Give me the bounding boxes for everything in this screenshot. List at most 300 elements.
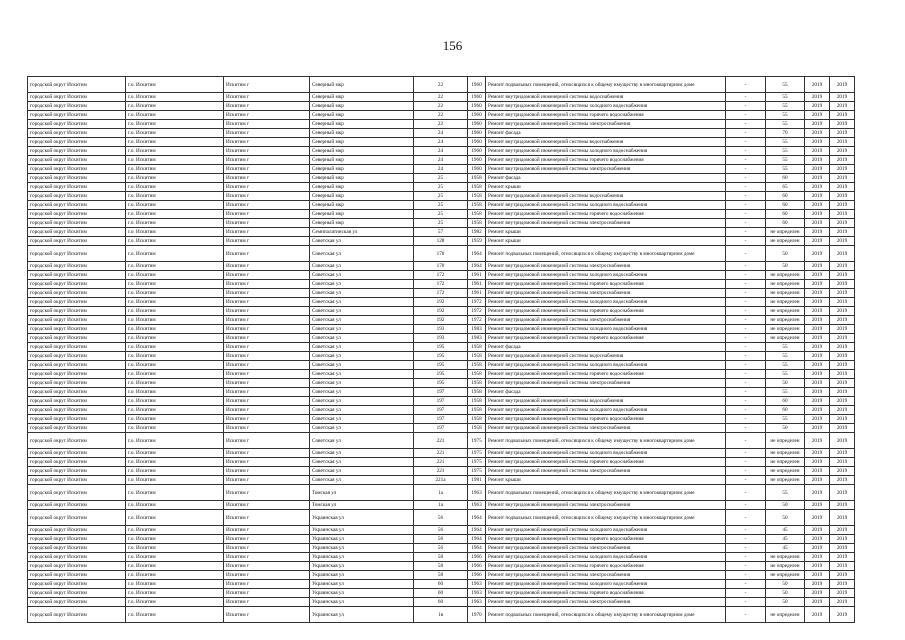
cell-area: -: [726, 458, 766, 467]
cell-year-built: 1958: [468, 352, 486, 361]
cell-house-number: 197: [414, 388, 468, 397]
cell-year-start: 2019: [805, 458, 830, 467]
cell-district: г.о. Искитим: [126, 571, 224, 580]
table-row: [28, 424, 855, 433]
cell-cost: не определен: [766, 237, 805, 246]
cell-locality: Искитим г: [224, 129, 310, 138]
cell-year-start: 2019: [805, 298, 830, 307]
cell-house-number: 170: [414, 246, 468, 262]
cell-year-start: 2019: [805, 526, 830, 535]
cell-year-built: 1960: [468, 77, 486, 93]
cell-work-type: Ремонт внутридомовой инженерной системы горячего водоснабжения: [486, 280, 726, 289]
cell-cost: не определен: [766, 571, 805, 580]
cell-municipality: городской округ Искитим: [28, 183, 126, 192]
cell-work-type: Ремонт внутридомовой инженерной системы горячего водоснабжения: [486, 334, 726, 343]
cell-municipality: городской округ Искитим: [28, 343, 126, 352]
cell-municipality: городской округ Искитим: [28, 210, 126, 219]
cell-house-number: 192: [414, 298, 468, 307]
cell-year-start: 2019: [805, 289, 830, 298]
cell-municipality: городской округ Искитим: [28, 289, 126, 298]
cell-district: г.о. Искитим: [126, 138, 224, 147]
cell-cost: 50: [766, 580, 805, 589]
cell-year-start: 2019: [805, 449, 830, 458]
cell-district: г.о. Искитим: [126, 449, 224, 458]
cell-area: -: [726, 397, 766, 406]
table-row: [28, 589, 855, 598]
cell-area: -: [726, 501, 766, 510]
cell-district: г.о. Искитим: [126, 280, 224, 289]
cell-district: г.о. Искитим: [126, 307, 224, 316]
table-row: [28, 510, 855, 526]
cell-year-built: 1963: [468, 485, 486, 501]
cell-area: -: [726, 544, 766, 553]
table-row: [28, 325, 855, 334]
cell-municipality: городской округ Искитим: [28, 562, 126, 571]
cell-year-end: 2019: [830, 219, 855, 228]
cell-area: -: [726, 102, 766, 111]
cell-year-built: 1964: [468, 262, 486, 271]
cell-street: Северный мкр: [310, 102, 414, 111]
cell-year-end: 2019: [830, 307, 855, 316]
cell-year-start: 2019: [805, 562, 830, 571]
cell-street: Томская ул: [310, 501, 414, 510]
cell-locality: Искитим г: [224, 93, 310, 102]
table-row: [28, 397, 855, 406]
cell-house-number: 24: [414, 129, 468, 138]
cell-year-built: 1958: [468, 343, 486, 352]
cell-cost: не определен: [766, 280, 805, 289]
cell-cost: 60: [766, 397, 805, 406]
cell-cost: не определен: [766, 476, 805, 485]
cell-street: Семипалатинская ул: [310, 228, 414, 237]
cell-locality: Искитим г: [224, 501, 310, 510]
cell-year-built: 1960: [468, 102, 486, 111]
cell-work-type: Ремонт внутридомовой инженерной системы электроснабжения: [486, 219, 726, 228]
table-row: [28, 210, 855, 219]
cell-year-built: 1960: [468, 111, 486, 120]
cell-year-end: 2019: [830, 415, 855, 424]
cell-street: Советская ул: [310, 298, 414, 307]
cell-street: Северный мкр: [310, 165, 414, 174]
cell-year-built: 1966: [468, 571, 486, 580]
cell-street: Северный мкр: [310, 156, 414, 165]
cell-work-type: Ремонт внутридомовой инженерной системы горячего водоснабжения: [486, 415, 726, 424]
cell-area: -: [726, 183, 766, 192]
cell-area: -: [726, 607, 766, 623]
cell-area: -: [726, 598, 766, 607]
cell-street: Советская ул: [310, 449, 414, 458]
cell-district: г.о. Искитим: [126, 298, 224, 307]
cell-house-number: 25: [414, 210, 468, 219]
cell-area: -: [726, 156, 766, 165]
cell-year-start: 2019: [805, 370, 830, 379]
cell-district: г.о. Искитим: [126, 379, 224, 388]
cell-street: Украинская ул: [310, 571, 414, 580]
table-row: [28, 237, 855, 246]
cell-year-end: 2019: [830, 571, 855, 580]
cell-municipality: городской округ Искитим: [28, 406, 126, 415]
cell-municipality: городской округ Искитим: [28, 580, 126, 589]
table-row: [28, 607, 855, 623]
cell-work-type: Ремонт внутридомовой инженерной системы горячего водоснабжения: [486, 210, 726, 219]
cell-cost: не определен: [766, 458, 805, 467]
cell-municipality: городской округ Искитим: [28, 535, 126, 544]
cell-area: -: [726, 580, 766, 589]
cell-locality: Искитим г: [224, 467, 310, 476]
cell-work-type: Ремонт внутридомовой инженерной системы горячего водоснабжения: [486, 307, 726, 316]
cell-cost: не определен: [766, 298, 805, 307]
cell-cost: 60: [766, 174, 805, 183]
cell-area: -: [726, 388, 766, 397]
cell-cost: 70: [766, 129, 805, 138]
cell-year-end: 2019: [830, 501, 855, 510]
cell-municipality: городской округ Искитим: [28, 485, 126, 501]
cell-municipality: городской округ Искитим: [28, 433, 126, 449]
cell-cost: 50: [766, 246, 805, 262]
cell-locality: Искитим г: [224, 280, 310, 289]
cell-locality: Искитим г: [224, 210, 310, 219]
cell-municipality: городской округ Искитим: [28, 246, 126, 262]
cell-house-number: 195: [414, 370, 468, 379]
cell-locality: Искитим г: [224, 352, 310, 361]
cell-area: -: [726, 535, 766, 544]
cell-street: Украинская ул: [310, 607, 414, 623]
cell-house-number: 25: [414, 219, 468, 228]
cell-locality: Искитим г: [224, 343, 310, 352]
cell-year-built: 1970: [468, 607, 486, 623]
cell-year-start: 2019: [805, 228, 830, 237]
cell-municipality: городской округ Искитим: [28, 370, 126, 379]
cell-area: -: [726, 147, 766, 156]
cell-municipality: городской округ Искитим: [28, 589, 126, 598]
cell-year-end: 2019: [830, 334, 855, 343]
cell-year-start: 2019: [805, 120, 830, 129]
cell-municipality: городской округ Искитим: [28, 298, 126, 307]
cell-district: г.о. Искитим: [126, 156, 224, 165]
cell-work-type: Ремонт подвальных помещений, относящихся к общему имуществу в многоквартирном доме: [486, 510, 726, 526]
cell-year-built: 1958: [468, 192, 486, 201]
table-row: [28, 449, 855, 458]
cell-district: г.о. Искитим: [126, 562, 224, 571]
cell-district: г.о. Искитим: [126, 183, 224, 192]
table-row: [28, 102, 855, 111]
cell-district: г.о. Искитим: [126, 228, 224, 237]
cell-work-type: Ремонт внутридомовой инженерной системы водоснабжения: [486, 93, 726, 102]
table-row: [28, 192, 855, 201]
cell-locality: Искитим г: [224, 192, 310, 201]
cell-locality: Искитим г: [224, 476, 310, 485]
cell-district: г.о. Искитим: [126, 316, 224, 325]
cell-locality: Искитим г: [224, 174, 310, 183]
cell-work-type: Ремонт внутридомовой инженерной системы горячего водоснабжения: [486, 370, 726, 379]
cell-municipality: городской округ Искитим: [28, 192, 126, 201]
cell-house-number: 58: [414, 562, 468, 571]
cell-work-type: Ремонт крыши: [486, 228, 726, 237]
cell-district: г.о. Искитим: [126, 210, 224, 219]
cell-street: Северный мкр: [310, 93, 414, 102]
cell-work-type: Ремонт внутридомовой инженерной системы водоснабжения: [486, 138, 726, 147]
cell-street: Советская ул: [310, 433, 414, 449]
cell-area: -: [726, 334, 766, 343]
cell-work-type: Ремонт внутридомовой инженерной системы холодного водоснабжения: [486, 449, 726, 458]
cell-area: -: [726, 192, 766, 201]
cell-year-start: 2019: [805, 334, 830, 343]
cell-year-built: 1975: [468, 449, 486, 458]
cell-municipality: городской округ Искитим: [28, 553, 126, 562]
cell-street: Северный мкр: [310, 138, 414, 147]
cell-year-built: 1964: [468, 246, 486, 262]
cell-locality: Искитим г: [224, 406, 310, 415]
cell-house-number: 192: [414, 316, 468, 325]
cell-year-end: 2019: [830, 111, 855, 120]
cell-year-built: 1972: [468, 316, 486, 325]
cell-district: г.о. Искитим: [126, 535, 224, 544]
cell-street: Советская ул: [310, 467, 414, 476]
cell-work-type: Ремонт подвальных помещений, относящихся к общему имуществу в многоквартирном доме: [486, 607, 726, 623]
cell-year-end: 2019: [830, 580, 855, 589]
cell-year-start: 2019: [805, 271, 830, 280]
cell-locality: Искитим г: [224, 183, 310, 192]
cell-district: г.о. Искитим: [126, 485, 224, 501]
cell-work-type: Ремонт внутридомовой инженерной системы горячего водоснабжения: [486, 156, 726, 165]
cell-area: -: [726, 246, 766, 262]
cell-municipality: городской округ Искитим: [28, 467, 126, 476]
cell-house-number: 197: [414, 415, 468, 424]
cell-cost: 65: [766, 183, 805, 192]
table-row: [28, 476, 855, 485]
cell-work-type: Ремонт внутридомовой инженерной системы электроснабжения: [486, 165, 726, 174]
cell-house-number: 197: [414, 406, 468, 415]
cell-cost: 55: [766, 111, 805, 120]
cell-municipality: городской округ Искитим: [28, 77, 126, 93]
cell-house-number: 22: [414, 120, 468, 129]
cell-district: г.о. Искитим: [126, 129, 224, 138]
cell-cost: не определен: [766, 433, 805, 449]
cell-year-start: 2019: [805, 501, 830, 510]
cell-work-type: Ремонт внутридомовой инженерной системы холодного водоснабжения: [486, 102, 726, 111]
table-row: [28, 111, 855, 120]
cell-district: г.о. Искитим: [126, 607, 224, 623]
cell-year-start: 2019: [805, 307, 830, 316]
cell-cost: 50: [766, 589, 805, 598]
cell-house-number: 1в: [414, 607, 468, 623]
cell-municipality: городской округ Искитим: [28, 598, 126, 607]
table-row: [28, 165, 855, 174]
cell-district: г.о. Искитим: [126, 102, 224, 111]
cell-area: -: [726, 589, 766, 598]
cell-district: г.о. Искитим: [126, 397, 224, 406]
cell-cost: не определен: [766, 467, 805, 476]
cell-year-built: 1963: [468, 501, 486, 510]
cell-house-number: 22: [414, 93, 468, 102]
cell-area: -: [726, 370, 766, 379]
cell-year-built: 1958: [468, 210, 486, 219]
cell-year-end: 2019: [830, 102, 855, 111]
cell-cost: 60: [766, 192, 805, 201]
cell-year-end: 2019: [830, 598, 855, 607]
cell-street: Украинская ул: [310, 535, 414, 544]
cell-locality: Искитим г: [224, 589, 310, 598]
cell-year-end: 2019: [830, 449, 855, 458]
cell-municipality: городской округ Искитим: [28, 156, 126, 165]
cell-house-number: 195: [414, 343, 468, 352]
cell-municipality: городской округ Искитим: [28, 415, 126, 424]
cell-area: -: [726, 307, 766, 316]
cell-year-start: 2019: [805, 102, 830, 111]
cell-year-end: 2019: [830, 589, 855, 598]
cell-locality: Искитим г: [224, 334, 310, 343]
cell-street: Советская ул: [310, 325, 414, 334]
cell-district: г.о. Искитим: [126, 501, 224, 510]
table-row: [28, 183, 855, 192]
cell-year-start: 2019: [805, 129, 830, 138]
table-row: [28, 433, 855, 449]
table-row: [28, 201, 855, 210]
cell-locality: Искитим г: [224, 102, 310, 111]
table-row: [28, 388, 855, 397]
cell-house-number: 22: [414, 102, 468, 111]
table-row: [28, 370, 855, 379]
cell-house-number: 60: [414, 589, 468, 598]
cell-street: Советская ул: [310, 289, 414, 298]
cell-area: -: [726, 138, 766, 147]
cell-locality: Искитим г: [224, 237, 310, 246]
cell-area: -: [726, 316, 766, 325]
cell-year-start: 2019: [805, 397, 830, 406]
cell-year-built: 1959: [468, 237, 486, 246]
cell-street: Советская ул: [310, 271, 414, 280]
cell-year-start: 2019: [805, 352, 830, 361]
cell-municipality: городской округ Искитим: [28, 271, 126, 280]
cell-house-number: 24: [414, 156, 468, 165]
cell-house-number: 58: [414, 571, 468, 580]
cell-year-start: 2019: [805, 138, 830, 147]
cell-district: г.о. Искитим: [126, 370, 224, 379]
table-row: [28, 379, 855, 388]
cell-municipality: городской округ Искитим: [28, 102, 126, 111]
cell-year-end: 2019: [830, 458, 855, 467]
cell-year-end: 2019: [830, 165, 855, 174]
cell-locality: Искитим г: [224, 77, 310, 93]
cell-district: г.о. Искитим: [126, 361, 224, 370]
cell-locality: Искитим г: [224, 298, 310, 307]
cell-work-type: Ремонт внутридомовой инженерной системы холодного водоснабжения: [486, 526, 726, 535]
cell-municipality: городской округ Искитим: [28, 201, 126, 210]
cell-year-start: 2019: [805, 388, 830, 397]
table-row: [28, 174, 855, 183]
cell-street: Северный мкр: [310, 147, 414, 156]
cell-year-built: 1964: [468, 544, 486, 553]
cell-year-built: 1963: [468, 589, 486, 598]
table-row: [28, 553, 855, 562]
cell-area: -: [726, 379, 766, 388]
cell-locality: Искитим г: [224, 111, 310, 120]
cell-street: Украинская ул: [310, 598, 414, 607]
cell-house-number: 60: [414, 598, 468, 607]
cell-district: г.о. Искитим: [126, 246, 224, 262]
cell-year-built: 1972: [468, 298, 486, 307]
cell-year-built: 1958: [468, 361, 486, 370]
cell-year-start: 2019: [805, 485, 830, 501]
cell-cost: не определен: [766, 562, 805, 571]
cell-municipality: городской округ Искитим: [28, 510, 126, 526]
cell-area: -: [726, 343, 766, 352]
cell-cost: 50: [766, 424, 805, 433]
cell-cost: 45: [766, 526, 805, 535]
cell-district: г.о. Искитим: [126, 271, 224, 280]
cell-year-start: 2019: [805, 406, 830, 415]
cell-street: Советская ул: [310, 458, 414, 467]
cell-locality: Искитим г: [224, 379, 310, 388]
cell-year-end: 2019: [830, 228, 855, 237]
cell-locality: Искитим г: [224, 433, 310, 449]
cell-locality: Искитим г: [224, 246, 310, 262]
cell-house-number: 1а: [414, 501, 468, 510]
cell-house-number: 1а: [414, 485, 468, 501]
cell-year-built: 1975: [468, 433, 486, 449]
cell-cost: 55: [766, 343, 805, 352]
cell-year-end: 2019: [830, 485, 855, 501]
cell-year-start: 2019: [805, 379, 830, 388]
cell-street: Украинская ул: [310, 580, 414, 589]
cell-locality: Искитим г: [224, 535, 310, 544]
cell-house-number: 172: [414, 271, 468, 280]
cell-year-end: 2019: [830, 201, 855, 210]
cell-street: Советская ул: [310, 415, 414, 424]
cell-work-type: Ремонт внутридомовой инженерной системы электроснабжения: [486, 120, 726, 129]
cell-municipality: городской округ Искитим: [28, 397, 126, 406]
cell-locality: Искитим г: [224, 424, 310, 433]
cell-year-end: 2019: [830, 361, 855, 370]
cell-municipality: городской округ Искитим: [28, 138, 126, 147]
cell-street: Советская ул: [310, 262, 414, 271]
cell-house-number: 56: [414, 535, 468, 544]
cell-work-type: Ремонт внутридомовой инженерной системы горячего водоснабжения: [486, 589, 726, 598]
cell-house-number: 128: [414, 237, 468, 246]
cell-year-end: 2019: [830, 192, 855, 201]
cell-district: г.о. Искитим: [126, 174, 224, 183]
cell-locality: Искитим г: [224, 544, 310, 553]
cell-house-number: 197: [414, 424, 468, 433]
cell-year-start: 2019: [805, 246, 830, 262]
cell-year-end: 2019: [830, 424, 855, 433]
cell-work-type: Ремонт внутридомовой инженерной системы электроснабжения: [486, 262, 726, 271]
cell-municipality: городской округ Искитим: [28, 120, 126, 129]
cell-house-number: 60: [414, 580, 468, 589]
cell-area: -: [726, 280, 766, 289]
cell-cost: не определен: [766, 449, 805, 458]
cell-year-end: 2019: [830, 262, 855, 271]
cell-year-built: 1958: [468, 388, 486, 397]
cell-street: Северный мкр: [310, 174, 414, 183]
cell-municipality: городской округ Искитим: [28, 607, 126, 623]
cell-area: -: [726, 325, 766, 334]
cell-locality: Искитим г: [224, 485, 310, 501]
cell-street: Советская ул: [310, 334, 414, 343]
cell-house-number: 22: [414, 111, 468, 120]
cell-area: -: [726, 562, 766, 571]
cell-year-start: 2019: [805, 192, 830, 201]
cell-district: г.о. Искитим: [126, 343, 224, 352]
cell-street: Северный мкр: [310, 77, 414, 93]
table-row: [28, 147, 855, 156]
table-row: [28, 562, 855, 571]
cell-area: -: [726, 298, 766, 307]
cell-year-start: 2019: [805, 93, 830, 102]
cell-year-built: 1961: [468, 280, 486, 289]
cell-cost: 50: [766, 501, 805, 510]
cell-house-number: 22: [414, 77, 468, 93]
